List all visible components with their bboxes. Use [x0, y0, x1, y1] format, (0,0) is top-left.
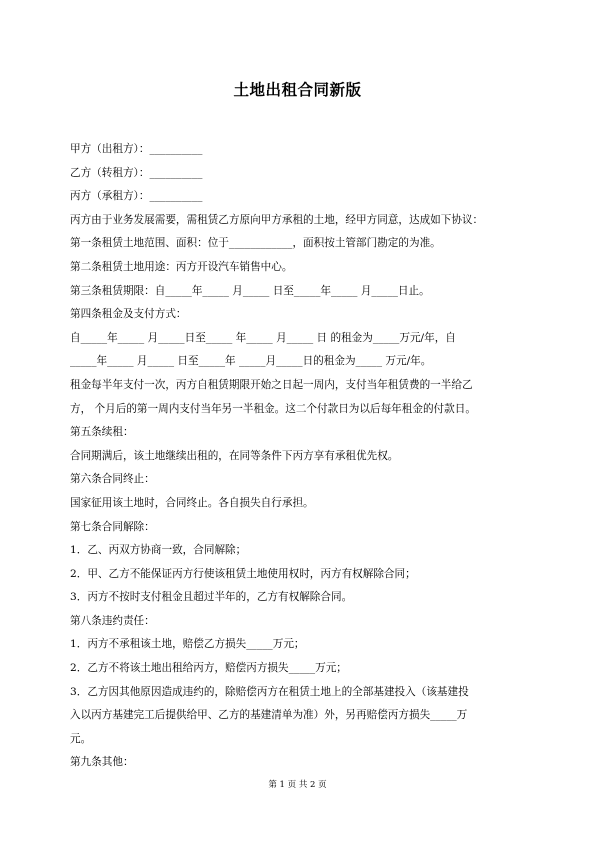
body-line: 元。 — [70, 732, 92, 745]
page-footer: 第 1 页 共 2 页 — [268, 780, 327, 790]
body-line: 国家征用该土地时，合同终止。各自损失自行承担。 — [70, 496, 314, 509]
body-line: 乙方（转租方）：__________ — [70, 166, 203, 179]
body-line: 自_____年_____ 月_____日至_____ 年_____ 月_____ 日 的租金为_____万元/年，自 — [70, 331, 456, 344]
body-line: 1．丙方不承租该土地，赔偿乙方损失_____万元； — [70, 638, 305, 651]
body-line: 丙方由于业务发展需要，需租赁乙方原向甲方承租的土地，经甲方同意，达成如下协议： — [70, 213, 484, 226]
body-line: 第五条续租： — [70, 426, 134, 439]
body-line: 第六条合同终止： — [70, 473, 155, 486]
body-line: 合同期满后，该土地继续出租的，在同等条件下丙方享有承租优先权。 — [70, 449, 399, 462]
body-line: 第七条合同解除： — [70, 520, 155, 533]
body-line: 2．乙方不将该土地出租给丙方，赔偿丙方损失_____万元； — [70, 662, 347, 675]
body-line: 第二条租赁土地用途：丙方开设汽车销售中心。 — [70, 260, 293, 273]
body-line: 第九条其他： — [70, 756, 134, 769]
body-line: 1．乙、丙双方协商一致，合同解除； — [70, 544, 247, 557]
body-line: 2．甲、乙方不能保证丙方行使该租赁土地使用权时，丙方有权解除合同； — [70, 567, 416, 580]
body-line: 第四条租金及支付方式： — [70, 308, 187, 321]
body-line: 丙方（承租方）：__________ — [70, 190, 203, 203]
body-line: 3．乙方因其他原因造成违约的，除赔偿丙方在租赁土地上的全部基建投入（该基建投 — [70, 685, 469, 698]
body-line: _____年_____ 月_____ 日至_____年 _____月_____日的租金为_____ 万元/年。 — [70, 355, 432, 368]
body-line: 第八条违约责任： — [70, 614, 155, 627]
document-body — [70, 138, 528, 775]
body-line: 第一条租赁土地范围、面积：位于____________，面积按土管部门勘定的为准。 — [70, 237, 441, 250]
body-line: 方， 个月后的第一周内支付当年另一半租金。这二个付款日为以后每年租金的付款日。 — [70, 402, 476, 415]
body-line: 3．丙方不按时支付租金且超过半年的，乙方有权解除合同。 — [70, 591, 353, 604]
body-line: 甲方（出租方）：__________ — [70, 143, 203, 155]
body-line: 入以丙方基建完工后提供给甲、乙方的基建清单为准）外，另再赔偿丙方损失_____万 — [70, 709, 468, 722]
body-line: 第三条租赁期限：自_____年_____ 月_____ 日至_____年_____ 月_____日止。 — [70, 284, 430, 297]
document-title: 土地出租合同新版 — [233, 81, 362, 99]
body-line: 租金每半年支付一次，丙方自租赁期限开始之日起一周内，支付当年租赁费的一半给乙 — [70, 378, 473, 391]
